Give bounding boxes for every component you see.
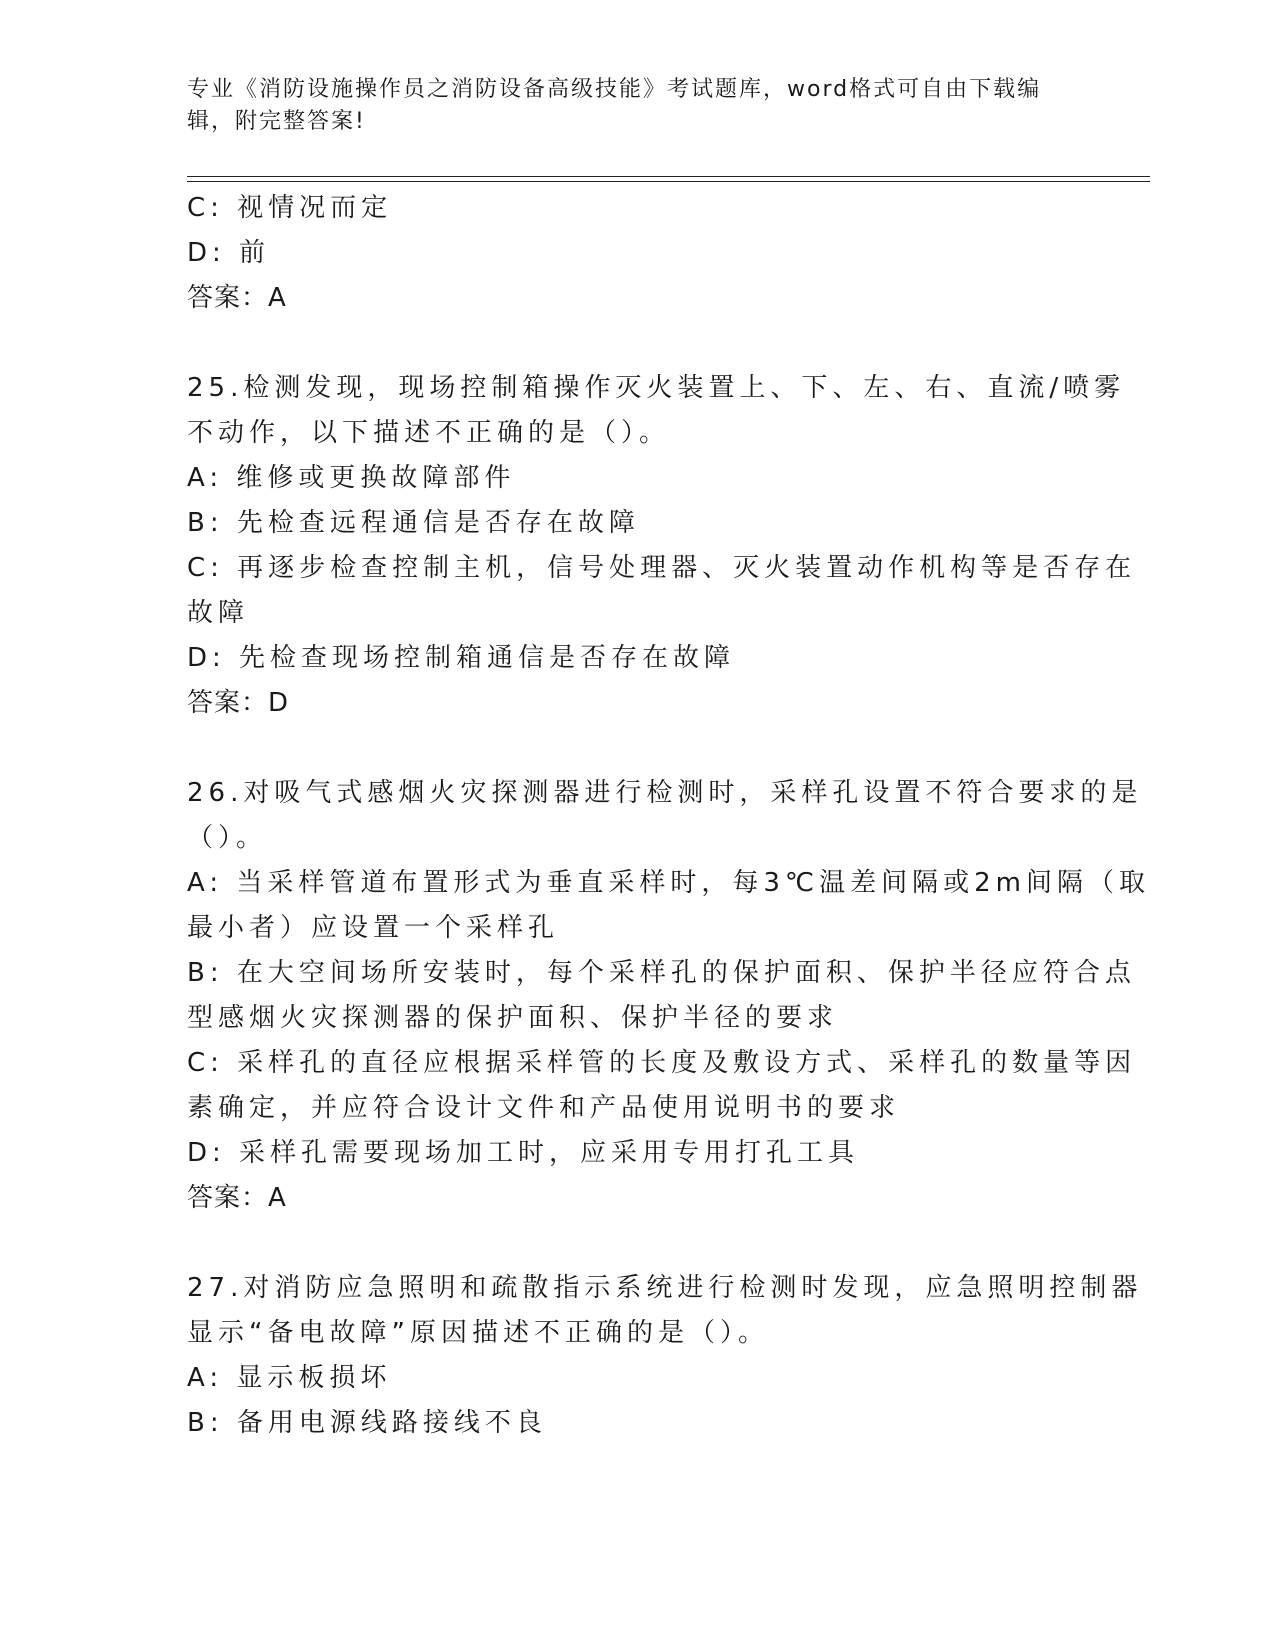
q25-option-a: A: 维修或更换故障部件 [187, 463, 516, 493]
q27-stem-line-2: 显示“备电故障”原因描述不正确的是（）。 [187, 1318, 769, 1348]
q25-stem-line-1: 25.检测发现，现场控制箱操作灭火装置上、下、左、右、直流/喷雾 [187, 373, 1126, 403]
prev-option-d: D: 前 [187, 238, 271, 268]
q27-option-a: A: 显示板损坏 [187, 1363, 392, 1393]
q25-option-b: B: 先检查远程通信是否存在故障 [187, 508, 640, 538]
q26-option-c-line-1: C: 采样孔的直径应根据采样管的长度及敷设方式、采样孔的数量等因 [187, 1048, 1137, 1078]
prev-answer: 答案：A [187, 283, 287, 313]
q26-option-b-line-2: 型感烟火灾探测器的保护面积、保护半径的要求 [187, 1003, 839, 1033]
header-divider-top [187, 176, 1150, 177]
prev-option-c: C: 视情况而定 [187, 193, 393, 223]
header-line-1: 专业《消防设施操作员之消防设备高级技能》考试题库，word格式可自由下载编 [187, 77, 1042, 102]
q26-option-a-line-2: 最小者）应设置一个采样孔 [187, 913, 560, 943]
q25-option-c-line-2: 故障 [187, 598, 250, 628]
header-divider-bottom [187, 181, 1150, 182]
q26-option-c-line-2: 素确定，并应符合设计文件和产品使用说明书的要求 [187, 1093, 901, 1123]
q26-stem-line-2: （）。 [187, 823, 268, 853]
q27-stem-line-1: 27.对消防应急照明和疏散指示系统进行检测时发现，应急照明控制器 [187, 1273, 1143, 1303]
header-line-2: 辑，附完整答案! [187, 109, 366, 134]
q25-answer: 答案：D [187, 688, 290, 718]
document-header [187, 74, 1077, 138]
q26-option-d: D: 采样孔需要现场加工时，应采用专用打孔工具 [187, 1138, 860, 1168]
q26-answer: 答案：A [187, 1183, 287, 1213]
q25-option-d: D: 先检查现场控制箱通信是否存在故障 [187, 643, 736, 673]
q25-stem-line-2: 不动作，以下描述不正确的是（）。 [187, 418, 671, 448]
q25-option-c-line-1: C: 再逐步检查控制主机，信号处理器、灭火装置动作机构等是否存在 [187, 553, 1137, 583]
q26-option-a-line-1: A: 当采样管道布置形式为垂直采样时，每3℃温差间隔或2m间隔（取 [187, 868, 1150, 898]
q26-option-b-line-1: B: 在大空间场所安装时，每个采样孔的保护面积、保护半径应符合点 [187, 958, 1136, 988]
q27-option-b: B: 备用电源线路接线不良 [187, 1408, 547, 1438]
q26-stem-line-1: 26.对吸气式感烟火灾探测器进行检测时，采样孔设置不符合要求的是 [187, 778, 1143, 808]
